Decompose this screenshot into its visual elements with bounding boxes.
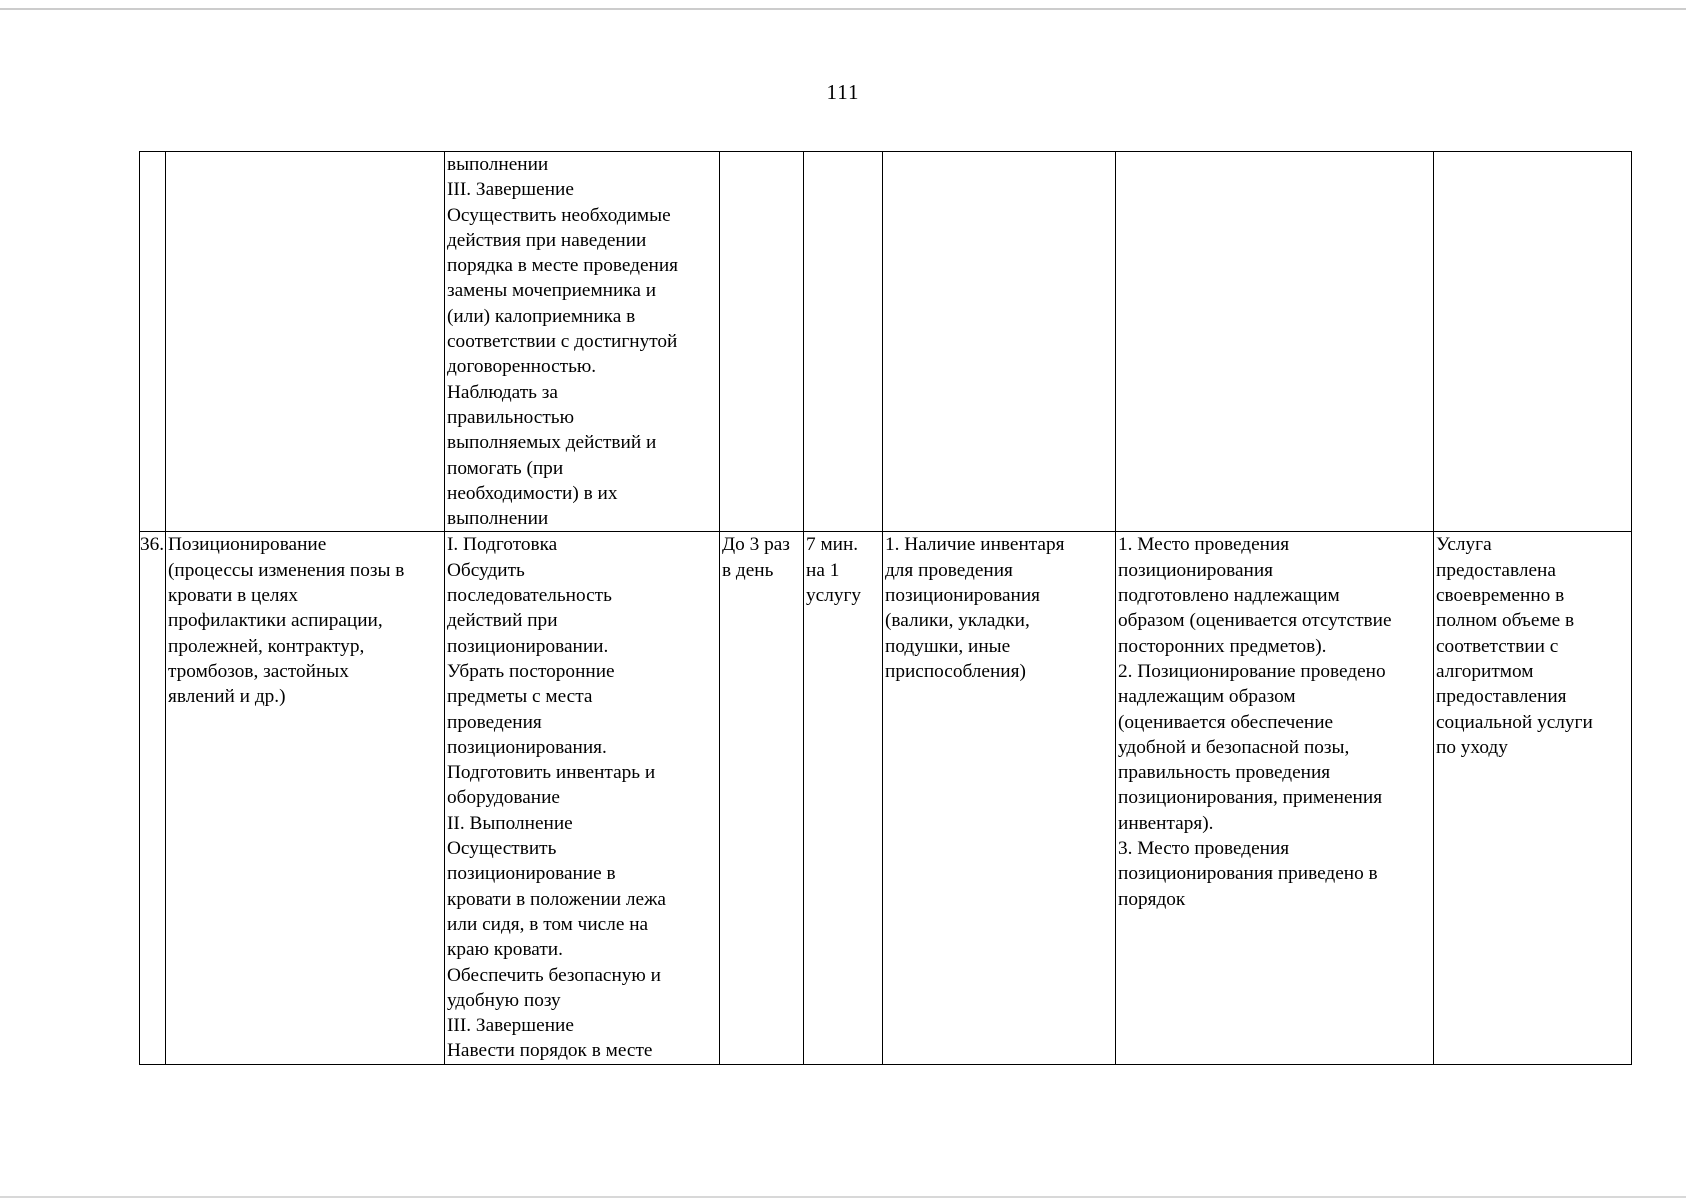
cell-frequency [720,532,804,1064]
cell-quality-indicators [1116,532,1434,1064]
text-line: Обеспечить безопасную и [447,964,661,986]
text-line: Подготовить инвентарь и [447,762,656,784]
text-line: инвентаря). [1118,812,1214,834]
text-line: проведения [447,711,542,733]
text-line: соответствии с достигнутой [447,331,678,353]
text-line: кровати в целях [168,585,299,607]
text-line: I. Подготовка [447,534,558,556]
cell-conditions [883,532,1116,1064]
text-line: оборудование [447,787,560,809]
text-line: в день [722,559,774,581]
text-line: Убрать посторонние [447,660,615,682]
text-line: Обсудить [447,559,525,581]
text-line: (валики, укладки, [885,610,1030,632]
text-line: удобную позу [447,989,561,1011]
text-line: посторонних предметов). [1118,635,1327,657]
text-line: 7 мин. [806,534,859,556]
page-number: 111 [826,80,860,104]
text-line: (или) калоприемника в [447,305,636,327]
text-line: или сидя, в том числе на [447,913,649,935]
text-line: образом (оценивается отсутствие [1118,610,1392,632]
text-line: замены мочеприемника и [447,280,657,302]
text-line: позиционирования приведено в [1118,863,1378,885]
text-line: подушки, иные [885,635,1011,657]
cell-result-evaluation [1434,532,1632,1064]
text-line: позиционирования [1118,559,1274,581]
text-line: предоставления [1436,686,1567,708]
text-line: необходимости) в их [447,482,618,504]
text-line: позиционирования. [447,736,607,758]
text-line: (оценивается обеспечение [1118,711,1334,733]
text-line: Наблюдать за [447,381,558,403]
table-row [140,532,1632,1064]
text-line: помогать (при [447,457,564,479]
cell-result-evaluation [1434,152,1632,532]
row-number: 36. [140,534,165,556]
text-line: порядок [1118,888,1186,910]
text-line: для проведения [885,559,1013,581]
text-line: 1. Место проведения [1118,534,1290,556]
text-line: позиционирования, применения [1118,787,1383,809]
text-line: соответствии с [1436,635,1559,657]
service-standards-table [139,151,1632,1065]
text-line: 1. Наличие инвентаря [885,534,1065,556]
text-line: социальной услуги [1436,711,1593,733]
text-line: выполняемых действий и [447,432,657,454]
text-line: II. Выполнение [447,812,573,834]
text-line: последовательность [447,585,612,607]
text-line: действий при [447,610,558,632]
text-line: III. Завершение [447,179,574,201]
text-line: надлежащим образом [1118,686,1296,708]
table-row [140,152,1632,532]
text-line: подготовлено надлежащим [1118,585,1340,607]
text-line: услугу [806,585,862,607]
cell-number [140,532,166,1064]
cell-number [140,152,166,532]
text-line: позиционирования [885,585,1041,607]
scan-edge-bottom [0,1196,1686,1198]
scan-edge-top [0,8,1686,10]
text-line: 3. Место проведения [1118,838,1290,860]
text-line: правильностью [447,406,574,428]
cell-procedure [445,152,720,532]
text-line: предоставлена [1436,559,1556,581]
text-line: порядка в месте проведения [447,255,679,277]
text-line: выполнении [447,508,549,530]
text-line: полном объеме в [1436,610,1575,632]
text-line: действия при наведении [447,229,647,251]
text-line: приспособления) [885,660,1026,682]
text-line: позиционировании. [447,635,609,657]
text-line: краю кровати. [447,939,563,961]
cell-frequency [720,152,804,532]
text-line: Осуществить необходимые [447,204,671,226]
text-line: предметы с места [447,686,593,708]
cell-duration [804,532,883,1064]
text-line: Услуга [1436,534,1492,556]
text-line: Позиционирование [168,534,327,556]
text-line: пролежней, контрактур, [168,635,365,657]
text-line: своевременно в [1436,585,1565,607]
cell-conditions [883,152,1116,532]
text-line: (процессы изменения позы в [168,559,405,581]
text-line: III. Завершение [447,1015,574,1037]
text-line: Навести порядок в месте [447,1040,653,1062]
text-line: профилактики аспирации, [168,610,383,632]
cell-quality-indicators [1116,152,1434,532]
cell-procedure [445,532,720,1064]
text-line: правильность проведения [1118,762,1331,784]
text-line: тромбозов, застойных [168,660,349,682]
text-line: 2. Позиционирование проведено [1118,660,1386,682]
text-line: выполнении [447,154,549,175]
text-line: позиционирование в [447,863,616,885]
text-line: Осуществить [447,838,557,860]
text-line: До 3 раз [722,534,790,556]
text-line: по уходу [1436,736,1508,758]
text-line: удобной и безопасной позы, [1118,736,1350,758]
text-line: алгоритмом [1436,660,1534,682]
text-line: явлений и др.) [168,686,286,708]
cell-duration [804,152,883,532]
text-line: кровати в положении лежа [447,888,666,910]
cell-service-name [166,532,445,1064]
text-line: на 1 [806,559,840,581]
cell-service-name [166,152,445,532]
text-line: договоренностью. [447,356,597,378]
